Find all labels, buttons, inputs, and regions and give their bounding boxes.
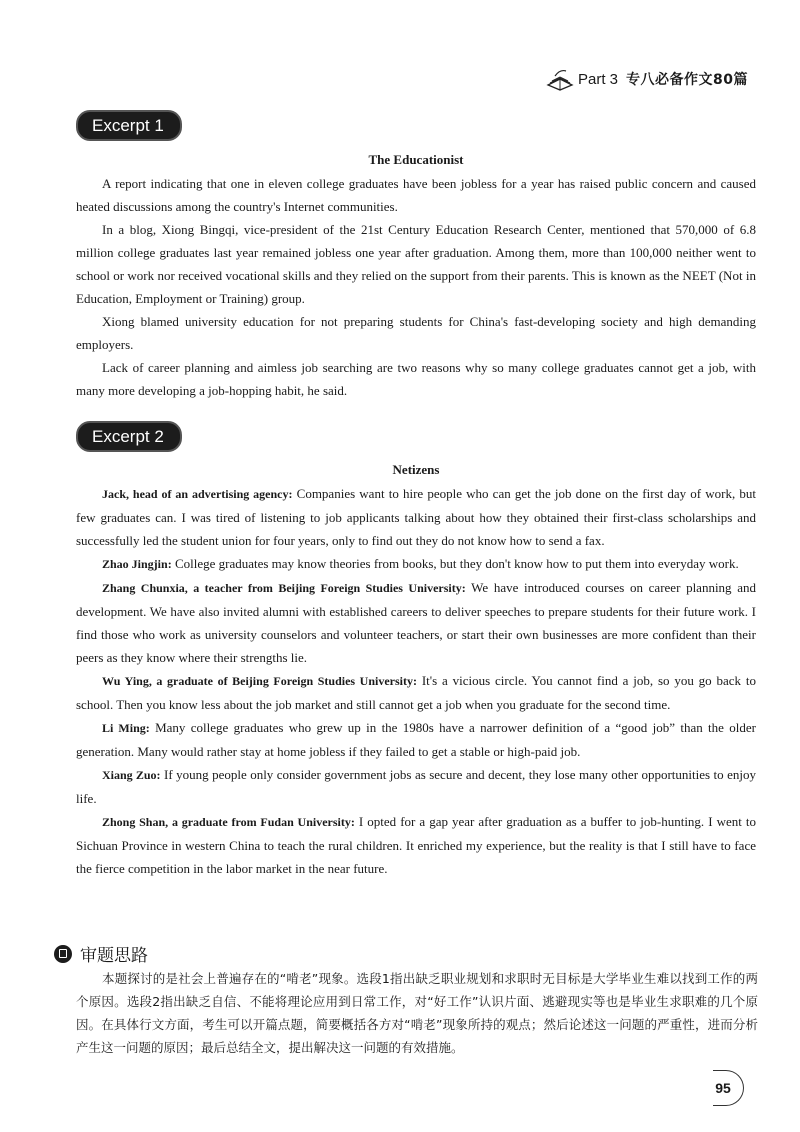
page-header: [546, 64, 748, 94]
netizen-comment: [76, 482, 756, 552]
netizen-comment: [76, 576, 756, 669]
excerpt-1-section: [76, 148, 756, 402]
excerpt-1-title: The Educationist: [368, 152, 464, 167]
netizen-text: College graduates may know theories from books, but they don't know how to put them into everyday work.: [171, 556, 739, 571]
excerpt-1-paragraph: Xiong blamed university education for not preparing students for China's fast-developing society and high demanding employers.: [76, 314, 756, 352]
excerpt-1-label: Excerpt 1: [76, 110, 182, 141]
netizen-comment: [76, 552, 756, 576]
excerpt-2-label: Excerpt 2: [76, 421, 182, 452]
page-number-label: 95: [715, 1080, 731, 1096]
netizen-speaker: Xiang Zuo:: [102, 768, 161, 782]
netizen-text: We have introduced courses on career planning and development. We have also invited alumni with established careers to deliver speeches to prepare students for their future work. I find those who work as university counselors and volunteer teachers, or start their own businesses are more confident than their peers as they know where their strengths lie.: [76, 580, 757, 665]
excerpt-1-paragraph: In a blog, Xiong Bingqi, vice-president of the 21st Century Education Research Center, mentioned that 570,000 of 6.8 million college graduates last year remained jobless one year after graduation. Among them, more than 100,000 neither went to school or work nor received vocational skills and they relied on the support from their parents. This is known as the NEET (Not in Education, Employment or Training) group.: [76, 222, 756, 306]
excerpt-1-paragraph: A report indicating that one in eleven college graduates have been jobless for a year has raised public concern and caused heated discussions among the country's Internet communities.: [76, 176, 756, 214]
page-number: [702, 1070, 744, 1106]
header-part-label: Part 3: [577, 70, 619, 88]
excerpt-2-section: [76, 458, 756, 880]
excerpt-2-badge: [76, 422, 182, 450]
netizen-comment: [76, 763, 756, 810]
netizen-text: It's a vicious circle. You cannot find a job, so you go back to school. Then you know less about the job market and still cannot get a job when you graduate for the second time.: [76, 673, 756, 712]
analysis-text: 本题探讨的是社会上普遍存在的“啃老”现象。选段1指出缺乏职业规划和求职时无目标是大学毕业生难以找到工作的两个原因。选段2指出缺乏自信、不能将理论应用到日常工作，对“好工作”认识片面、逃避现实等也是毕业生求职难的几个原因。在具体行文方面，考生可以开篇点题，简要概括各方对“啃老”现象所持的观点；然后论述这一问题的严重性，进而分析产生这一问题的原因；最后总结全文，提出解决这一问题的有效措施。: [76, 971, 758, 1055]
netizen-speaker: Jack, head of an advertising agency:: [102, 487, 293, 501]
analysis-heading: [54, 941, 148, 966]
netizen-speaker: Wu Ying, a graduate of Beijing Foreign Studies University:: [102, 674, 418, 688]
book-icon: [546, 67, 574, 91]
netizen-text: Many college graduates who grew up in the 1980s have a narrower definition of a “good job” than the older generation. Many would rather stay at home jobless if they failed to get a stable or high-paid job.: [76, 720, 756, 759]
netizen-comment: [76, 810, 756, 880]
analysis-title: 审题思路: [80, 946, 148, 966]
excerpt-2-title: Netizens: [392, 462, 440, 477]
header-book-title: 专八必备作文80篇: [626, 72, 748, 88]
excerpt-1-badge: [76, 111, 182, 139]
notebook-icon: [54, 945, 72, 963]
excerpt-1-paragraph: Lack of career planning and aimless job searching are two reasons why so many college graduates cannot get a job, with many more developing a job-hopping habit, he said.: [76, 360, 756, 398]
netizen-comment: [76, 669, 756, 716]
netizen-comment: [76, 716, 756, 763]
netizen-text: Companies want to hire people who can get the job done on the first day of work, but few graduates can. I was tired of listening to job applicants talking about how they obtained their first-class scholarships and successfully led the student union for four years, only to find out they do not know how to send a fax.: [76, 486, 756, 548]
netizen-speaker: Zhong Shan, a graduate from Fudan University:: [102, 815, 355, 829]
netizen-speaker: Zhao Jingjin:: [102, 557, 172, 571]
netizen-speaker: Zhang Chunxia, a teacher from Beijing Foreign Studies University:: [102, 581, 466, 595]
netizen-text: I opted for a gap year after graduation as a buffer to job-hunting. I went to Sichuan Province in western China to teach the rural children. It enriched my experience, but the reality is that I still have to face the fierce competition in the labor market in the near future.: [76, 814, 756, 876]
netizen-speaker: Li Ming:: [102, 721, 150, 735]
netizen-text: If young people only consider government jobs as secure and decent, they lose many other opportunities to enjoy life.: [76, 767, 756, 806]
